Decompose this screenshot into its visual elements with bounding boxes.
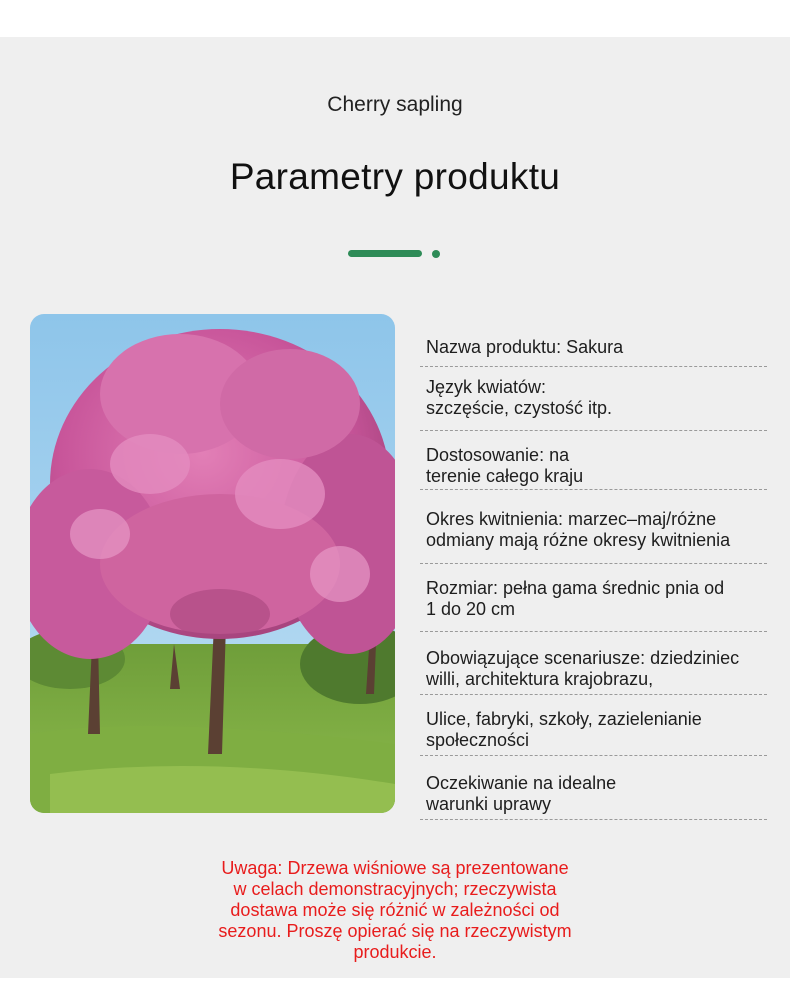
notice-line: sezonu. Proszę opierać się na rzeczywistym bbox=[218, 921, 572, 941]
cherry-tree-photo bbox=[30, 314, 395, 813]
param-scenarios bbox=[420, 632, 767, 695]
param-line: Obowiązujące scenariusze: dziedziniec bbox=[426, 648, 740, 668]
param-line: Język kwiatów: bbox=[426, 377, 547, 397]
notice-line: produkcie. bbox=[353, 942, 437, 962]
notice-line: w celach demonstracyjnych; rzeczywista bbox=[233, 879, 557, 899]
param-line: Dostosowanie: na bbox=[426, 445, 570, 465]
param-flowering-period bbox=[420, 490, 767, 564]
param-line: 1 do 20 cm bbox=[426, 599, 516, 619]
param-streets bbox=[420, 695, 767, 756]
page-title: Parametry produktu bbox=[229, 156, 561, 197]
demo-notice bbox=[195, 858, 595, 963]
param-adaptation bbox=[420, 431, 767, 490]
param-line: odmiany mają różne okresy kwitnienia bbox=[426, 530, 731, 550]
param-line: terenie całego kraju bbox=[426, 466, 584, 486]
product-subtitle: Cherry sapling bbox=[327, 93, 463, 116]
param-line: Nazwa produktu: Sakura bbox=[426, 337, 624, 357]
param-growing-conditions bbox=[420, 756, 767, 820]
title-divider-bar bbox=[348, 250, 422, 257]
param-line: społeczności bbox=[426, 730, 530, 750]
param-line: Okres kwitnienia: marzec–maj/różne bbox=[426, 509, 717, 529]
param-line: willi, architektura krajobrazu, bbox=[426, 669, 654, 689]
param-line: szczęście, czystość itp. bbox=[426, 398, 613, 418]
param-line: warunki uprawy bbox=[426, 794, 552, 814]
param-product-name bbox=[420, 330, 767, 367]
param-flower-language bbox=[420, 367, 767, 431]
param-line: Ulice, fabryki, szkoły, zazielenianie bbox=[426, 709, 702, 729]
title-divider-dot bbox=[432, 250, 440, 258]
param-size bbox=[420, 564, 767, 632]
cherry-blossom-tree-icon bbox=[30, 314, 395, 813]
product-parameters bbox=[420, 330, 767, 820]
notice-line: Uwaga: Drzewa wiśniowe są prezentowane bbox=[221, 858, 569, 878]
notice-line: dostawa może się różnić w zależności od bbox=[230, 900, 560, 920]
param-line: Rozmiar: pełna gama średnic pnia od bbox=[426, 578, 725, 598]
param-line: Oczekiwanie na idealne bbox=[426, 773, 617, 793]
